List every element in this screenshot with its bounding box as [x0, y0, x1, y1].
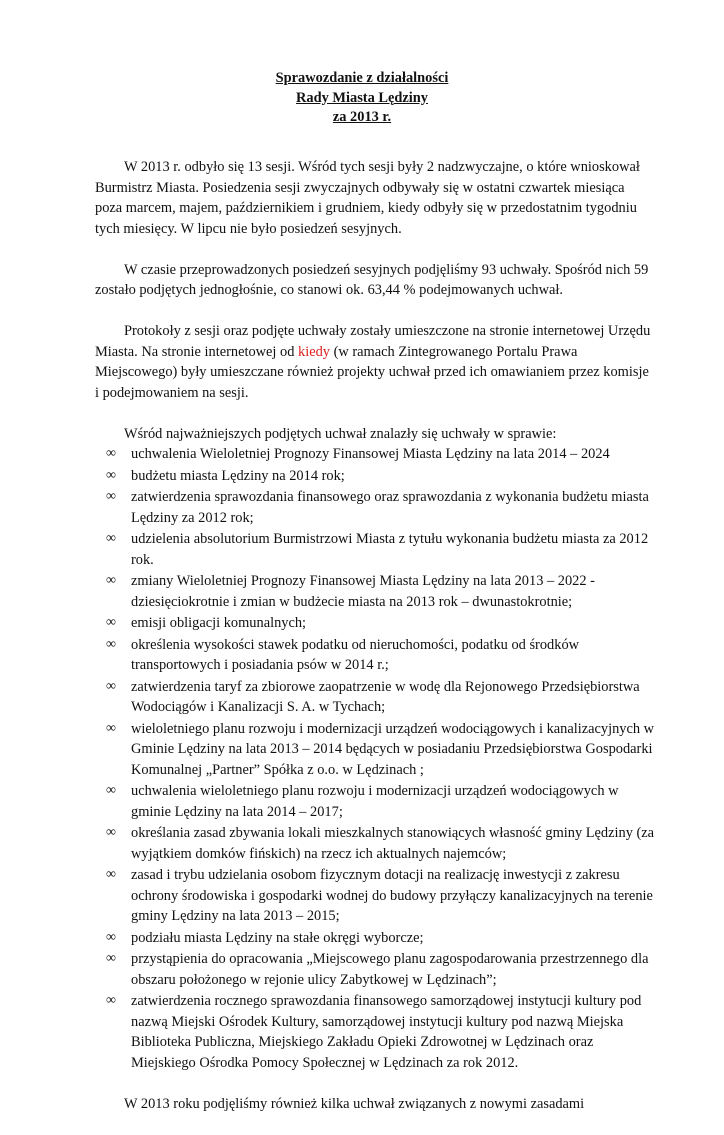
infinity-bullet-icon: ∞ [106, 867, 116, 882]
list-intro: Wśród najważniejszych podjętych uchwał znalazły się uchwały w sprawie: [124, 425, 557, 442]
list-item [95, 529, 655, 570]
infinity-bullet-icon: ∞ [106, 531, 116, 546]
title-line-2: Rady Miasta Lędziny [296, 89, 428, 106]
list-item [95, 635, 655, 676]
infinity-bullet-icon: ∞ [106, 720, 116, 736]
infinity-bullet-icon: ∞ [106, 993, 116, 1008]
infinity-bullet-icon: ∞ [106, 489, 116, 504]
highlighted-word: kiedy [298, 343, 330, 360]
list-item [95, 991, 655, 1073]
list-item-text: określenia wysokości stawek podatku od nieruchomości, podatku od środków transportowych i posiadania psów w 2014 r.; [131, 636, 580, 673]
closing-paragraph: W 2013 roku podjęliśmy również kilka uchwał związanych z nowymi zasadami [124, 1095, 585, 1112]
list-item-text: budżetu miasta Lędziny na 2014 rok; [131, 467, 345, 484]
paragraph-protocols-before: Protokoły z sesji oraz podjęte uchwały zostały umieszczone na stronie internetowej Urzędu Miasta. Na stronie internetowej od [95, 323, 651, 360]
list-item [95, 781, 655, 822]
list-item-text: emisji obligacji komunalnych; [131, 615, 307, 631]
list-item [95, 571, 655, 612]
list-item-text: udzielenia absolutorium Burmistrzowi Miasta z tytułu wykonania budżetu miasta za 2012 rok. [131, 531, 649, 568]
paragraph-protocols-after: (w ramach Zintegrowanego Portalu Prawa Miejscowego) były umieszczane również projekty uchwał przed ich omawianiem przez komisje i podejmowaniem na sesji. [95, 343, 649, 401]
list-item-text: przystąpienia do opracowania „Miejscowego planu zagospodarowania przestrzennego dla obszaru położonego w rejonie ulicy Zabytkowej w Lędzinach”; [131, 951, 649, 988]
list-item [95, 677, 655, 718]
list-item [95, 949, 655, 990]
list-item [95, 719, 655, 781]
list-item-text: podziału miasta Lędziny na stałe okręgi wyborcze; [131, 929, 424, 946]
resolution-list [95, 444, 655, 1073]
list-item-text: zatwierdzenia rocznego sprawozdania finansowego samorządowej instytucji kultury pod nazwą Miejski Ośrodek Kultury, samorządowej instytucji kultury pod nazwą Miejska Biblioteka Publiczna, Miejskiego Zakładu Opieki Zdrowotnej w Lędzinach oraz Miejskiego Ośrodka Pomocy Społecznej w Lędzinach za rok 2012. [131, 993, 642, 1071]
infinity-bullet-icon: ∞ [106, 467, 116, 483]
list-item [95, 928, 655, 949]
list-item [95, 487, 655, 528]
infinity-bullet-icon: ∞ [106, 573, 116, 588]
infinity-bullet-icon: ∞ [106, 951, 116, 966]
document-body [95, 157, 655, 1135]
list-item-text: zmiany Wieloletniej Prognozy Finansowej Miasta Lędziny na lata 2013 – 2022 - dziesięciokrotnie i zmian w budżecie miasta na 2013 rok – dwunastokrotnie; [131, 573, 595, 610]
document-title [0, 69, 724, 128]
list-item-text: uchwalenia Wieloletniej Prognozy Finansowej Miasta Lędziny na lata 2014 – 2024 [131, 446, 610, 462]
list-item-text: zasad i trybu udzielania osobom fizycznym dotacji na realizację inwestycji z zakresu ochrony środowiska i gospodarki wodnej do budowy przyłączy kanalizacyjnych na terenie gminy Lędziny na lata 2013 – 2015; [131, 867, 653, 924]
infinity-bullet-icon: ∞ [106, 825, 116, 840]
list-item [95, 613, 655, 634]
list-item [95, 466, 655, 487]
title-line-3: za 2013 r. [332, 109, 392, 125]
title-line-1: Sprawozdanie z działalności [275, 70, 449, 86]
list-item [95, 823, 655, 864]
list-item-text: określania zasad zbywania lokali mieszkalnych stanowiących własność gminy Lędziny (za wyjątkiem domków fińskich) na rzecz ich aktualnych najemców; [131, 825, 655, 862]
paragraph-sessions: W 2013 r. odbyło się 13 sesji. Wśród tych sesji były 2 nadzwyczajne, o które wnioskował Burmistrz Miasta. Posiedzenia sesji zwyczajnych odbywały się w ostatni czwartek miesiąca poza marcem, majem, październikiem i grudniem, kiedy odbyły się w przedostatnim tygodniu tych miesięcy. W lipcu nie było posiedzeń sesyjnych. [95, 159, 640, 237]
list-item [95, 865, 655, 927]
list-item-text: zatwierdzenia taryf za zbiorowe zaopatrzenie w wodę dla Rejonowego Przedsiębiorstwa Wodociągów i Kanalizacji S. A. w Tychach; [131, 678, 640, 715]
list-item-text: zatwierdzenia sprawozdania finansowego oraz sprawozdania z wykonania budżetu miasta Lędziny za 2012 rok; [131, 489, 649, 526]
paragraph-protocols [95, 321, 655, 403]
infinity-bullet-icon: ∞ [106, 783, 116, 798]
infinity-bullet-icon: ∞ [106, 678, 116, 694]
list-item-text: wieloletniego planu rozwoju i modernizacji urządzeń wodociągowych i kanalizacyjnych w Gminie Lędziny na lata 2013 – 2014 będących w posiadaniu Przedsiębiorstwa Gospodarki Komunalnej „Partner” Spółka z o.o. w Lędzinach ; [131, 720, 655, 778]
infinity-bullet-icon: ∞ [106, 615, 116, 630]
infinity-bullet-icon: ∞ [106, 929, 116, 945]
list-item-text: uchwalenia wieloletniego planu rozwoju i modernizacji urządzeń wodociągowych w gminie Lędziny na lata 2014 – 2017; [131, 783, 619, 820]
paragraph-resolutions-count: W czasie przeprowadzonych posiedzeń sesyjnych podjęliśmy 93 uchwały. Spośród nich 59 zostało podjętych jednogłośnie, co stanowi ok. 63,44 % podejmowanych uchwał. [95, 261, 649, 298]
infinity-bullet-icon: ∞ [106, 446, 116, 461]
infinity-bullet-icon: ∞ [106, 636, 116, 652]
list-item [95, 444, 655, 465]
